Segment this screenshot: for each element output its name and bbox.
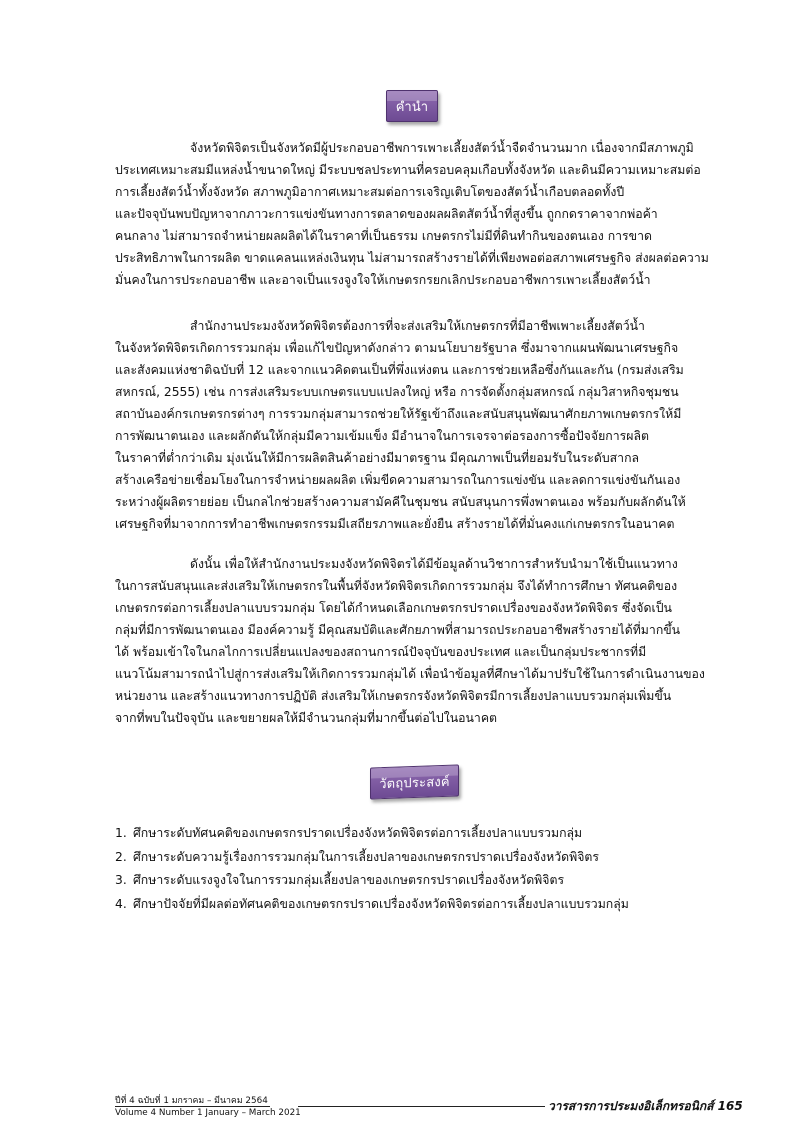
paragraph-line: กลุ่มที่มีการพัฒนาตนเอง มีองค์ความรู้ มีคุณสมบัติและศักยภาพที่สามารถประกอบอาชีพสร้างรายได้ที่มากขึ้น — [115, 623, 681, 638]
list-item-text: ศึกษาระดับทัศนคติของเกษตรกรปราดเปรื่องจังหวัดพิจิตรต่อการเลี้ยงปลาแบบรวมกลุ่ม — [133, 826, 583, 840]
list-item-number: 1. — [115, 826, 127, 840]
paragraph-line: เกษตรกรต่อการเลี้ยงปลาแบบรวมกลุ่ม โดยได้กำหนดเลือกเกษตรกรปราดเปรื่องของจังหวัดพิจิตร ซึ่งจัดเป็น — [115, 601, 672, 616]
list-item-text: ศึกษาระดับแรงจูงใจในการรวมกลุ่มเลี้ยงปลาของเกษตรกรปราดเปรื่องจังหวัดพิจิตร — [133, 873, 565, 887]
footer-issue — [115, 1095, 301, 1119]
list-item-number: 3. — [115, 873, 127, 887]
paragraph-line: มั่นคงในการประกอบอาชีพ และอาจเป็นแรงจูงใจให้เกษตรกรยกเลิกประกอบอาชีพการเพาะเลี้ยงสัตว์น้ำ — [115, 273, 651, 288]
footer-issue-thai: ปีที่ 4 ฉบับที่ 1 มกราคม – มีนาคม 2564 — [115, 1096, 268, 1106]
list-item — [115, 893, 725, 917]
footer-journal — [548, 1097, 743, 1116]
paragraph-line: เศรษฐกิจที่มาจากการทำอาชีพเกษตรกรรมมีเสถียรภาพและยั่งยืน สร้างรายได้ที่มั่นคงแก่เกษตรกรในอนาคต — [115, 517, 675, 532]
paragraph-line: แนวโน้มสามารถนำไปสู่การส่งเสริมให้เกิดการรวมกลุ่มได้ เพื่อนำข้อมูลที่ศึกษาได้มาปรับใช้ในการดำเนินงานของ — [115, 667, 705, 682]
paragraph-line: ประเทศเหมาะสมมีแหล่งน้ำขนาดใหญ่ มีระบบชลประทานที่ครอบคลุมเกือบทั้งจังหวัด และดินมีความเหมาะสมต่อ — [115, 163, 701, 178]
paragraph-line: ประสิทธิภาพในการผลิต ขาดแคลนแหล่งเงินทุน ไม่สามารถสร้างรายได้ที่เพียงพอต่อสภาพเศรษฐกิจ ส่งผลต่อความ — [115, 251, 709, 266]
paragraph-line: ได้ พร้อมเข้าใจในกลไกการเปลี่ยนแปลงของสถานการณ์ปัจจุบันของประเทศ และเป็นกลุ่มประชากรที่มี — [115, 645, 647, 660]
list-item — [115, 846, 725, 870]
paragraph-line: สถาบันองค์กรเกษตรกรต่างๆ การรวมกลุ่มสามารถช่วยให้รัฐเข้าถึงและสนับสนุนพัฒนาศักยภาพเกษตรกรให้มี — [115, 407, 682, 422]
paragraph-line: ในราคาที่ต่ำกว่าเดิม มุ่งเน้นให้มีการผลิตสินค้าอย่างมีมาตรฐาน มีคุณภาพเป็นที่ยอมรับในระดับสากล — [115, 451, 640, 466]
paragraph-line: คนกลาง ไม่สามารถจำหน่ายผลผลิตได้ในราคาที่เป็นธรรม เกษตรกรไม่มีที่ดินทำกินของตนเอง การขาด — [115, 229, 652, 244]
section-title-objectives: วัตถุประสงค์ — [379, 774, 450, 792]
paragraph-line: สร้างเครือข่ายเชื่อมโยงในการจำหน่ายผลผลิต เพิ่มขีดความสามารถในการแข่งขัน และลดการแข่งขันกันเอง — [115, 473, 681, 488]
intro-paragraph-3 — [115, 553, 725, 729]
paragraph-line: ในจังหวัดพิจิตรเกิดการรวมกลุ่ม เพื่อแก้ไขปัญหาดังกล่าว ตามนโยบายรัฐบาล ซึ่งมาจากแผนพัฒนาเศรษฐกิจ — [115, 341, 679, 356]
paragraph-line: ระหว่างผู้ผลิตรายย่อย เป็นกลไกช่วยสร้างความสามัคคีในชุมชน สนับสนุนการพึ่งพาตนเอง พร้อมกับผลักดันให้ — [115, 495, 686, 510]
paragraph-line: สหกรณ์, 2555) เช่น การส่งเสริมระบบเกษตรแบบแปลงใหญ่ หรือ การจัดตั้งกลุ่มสหกรณ์ กลุ่มวิสาหกิจชุมชน — [115, 385, 679, 400]
section-banner-intro — [386, 90, 438, 122]
objectives-list — [115, 822, 725, 916]
paragraph-line: หน่วยงาน และสร้างแนวทางการปฏิบัติ ส่งเสริมให้เกษตรกรจังหวัดพิจิตรมีการเลี้ยงปลาแบบรวมกลุ่มเพิ่มขึ้น — [115, 689, 672, 704]
paragraph-line: ในการสนับสนุนและส่งเสริมให้เกษตรกรในพื้นที่จังหวัดพิจิตรเกิดการรวมกลุ่ม จึงได้ทำการศึกษา ทัศนคติของ — [115, 579, 678, 594]
intro-paragraph-2 — [115, 315, 725, 535]
list-item — [115, 869, 725, 893]
list-item-number: 4. — [115, 896, 127, 911]
footer-divider — [298, 1106, 545, 1107]
list-item-text: ศึกษาปัจจัยที่มีผลต่อทัศนคติของเกษตรกรปราดเปรื่องจังหวัดพิจิตรต่อการเลี้ยงปลาแบบรวมกลุ่ม — [133, 896, 629, 911]
paragraph-line: สำนักงานประมงจังหวัดพิจิตรต้องการที่จะส่งเสริมให้เกษตรกรที่มีอาชีพเพาะเลี้ยงสัตว์น้ำ — [190, 319, 645, 333]
paragraph-line: การพัฒนาตนเอง และผลักดันให้กลุ่มมีความเข้มแข็ง มีอำนาจในการเจรจาต่อรองการซื้อปัจจัยการผลิต — [115, 429, 649, 444]
section-title-intro: คำนำ — [395, 99, 429, 115]
page-number: 165 — [717, 1099, 743, 1113]
list-item-number: 2. — [115, 849, 127, 864]
list-item-text: ศึกษาระดับความรู้เรื่องการรวมกลุ่มในการเลี้ยงปลาของเกษตรกรปราดเปรื่องจังหวัดพิจิตร — [133, 849, 600, 864]
list-item — [115, 822, 725, 846]
paragraph-line: จากที่พบในปัจจุบัน และขยายผลให้มีจำนวนกลุ่มที่มากขึ้นต่อไปในอนาคต — [115, 711, 498, 726]
paragraph-line: จังหวัดพิจิตรเป็นจังหวัดมีผู้ประกอบอาชีพการเพาะเลี้ยงสัตว์น้ำจืดจำนวนมาก เนื่องจากมีสภาพภูมิ — [190, 141, 694, 155]
paragraph-line: การเลี้ยงสัตว์น้ำทั้งจังหวัด สภาพภูมิอากาศเหมาะสมต่อการเจริญเติบโตของสัตว์น้ำเกือบตลอดทั้งปี — [115, 185, 625, 200]
paragraph-line: และปัจจุบันพบปัญหาจากภาวะการแข่งขันทางการตลาดของผลผลิตสัตว์น้ำที่สูงขึ้น ถูกกดราคาจากพ่อค้า — [115, 207, 658, 222]
paragraph-line: ดังนั้น เพื่อให้สำนักงานประมงจังหวัดพิจิตรได้มีข้อมูลด้านวิชาการสำหรับนำมาใช้เป็นแนวทาง — [190, 557, 678, 571]
section-banner-objectives — [370, 764, 459, 799]
footer-issue-english: Volume 4 Number 1 January – March 2021 — [115, 1108, 301, 1118]
paragraph-line: และสังคมแห่งชาติฉบับที่ 12 และจากแนวคิดตนเป็นที่พึ่งแห่งตน และการช่วยเหลือซึ่งกันและกัน (กรมส่งเสริม — [115, 363, 684, 378]
journal-name: วารสารการประมงอิเล็กทรอนิกส์ — [548, 1099, 714, 1113]
intro-paragraph-1 — [115, 137, 725, 291]
